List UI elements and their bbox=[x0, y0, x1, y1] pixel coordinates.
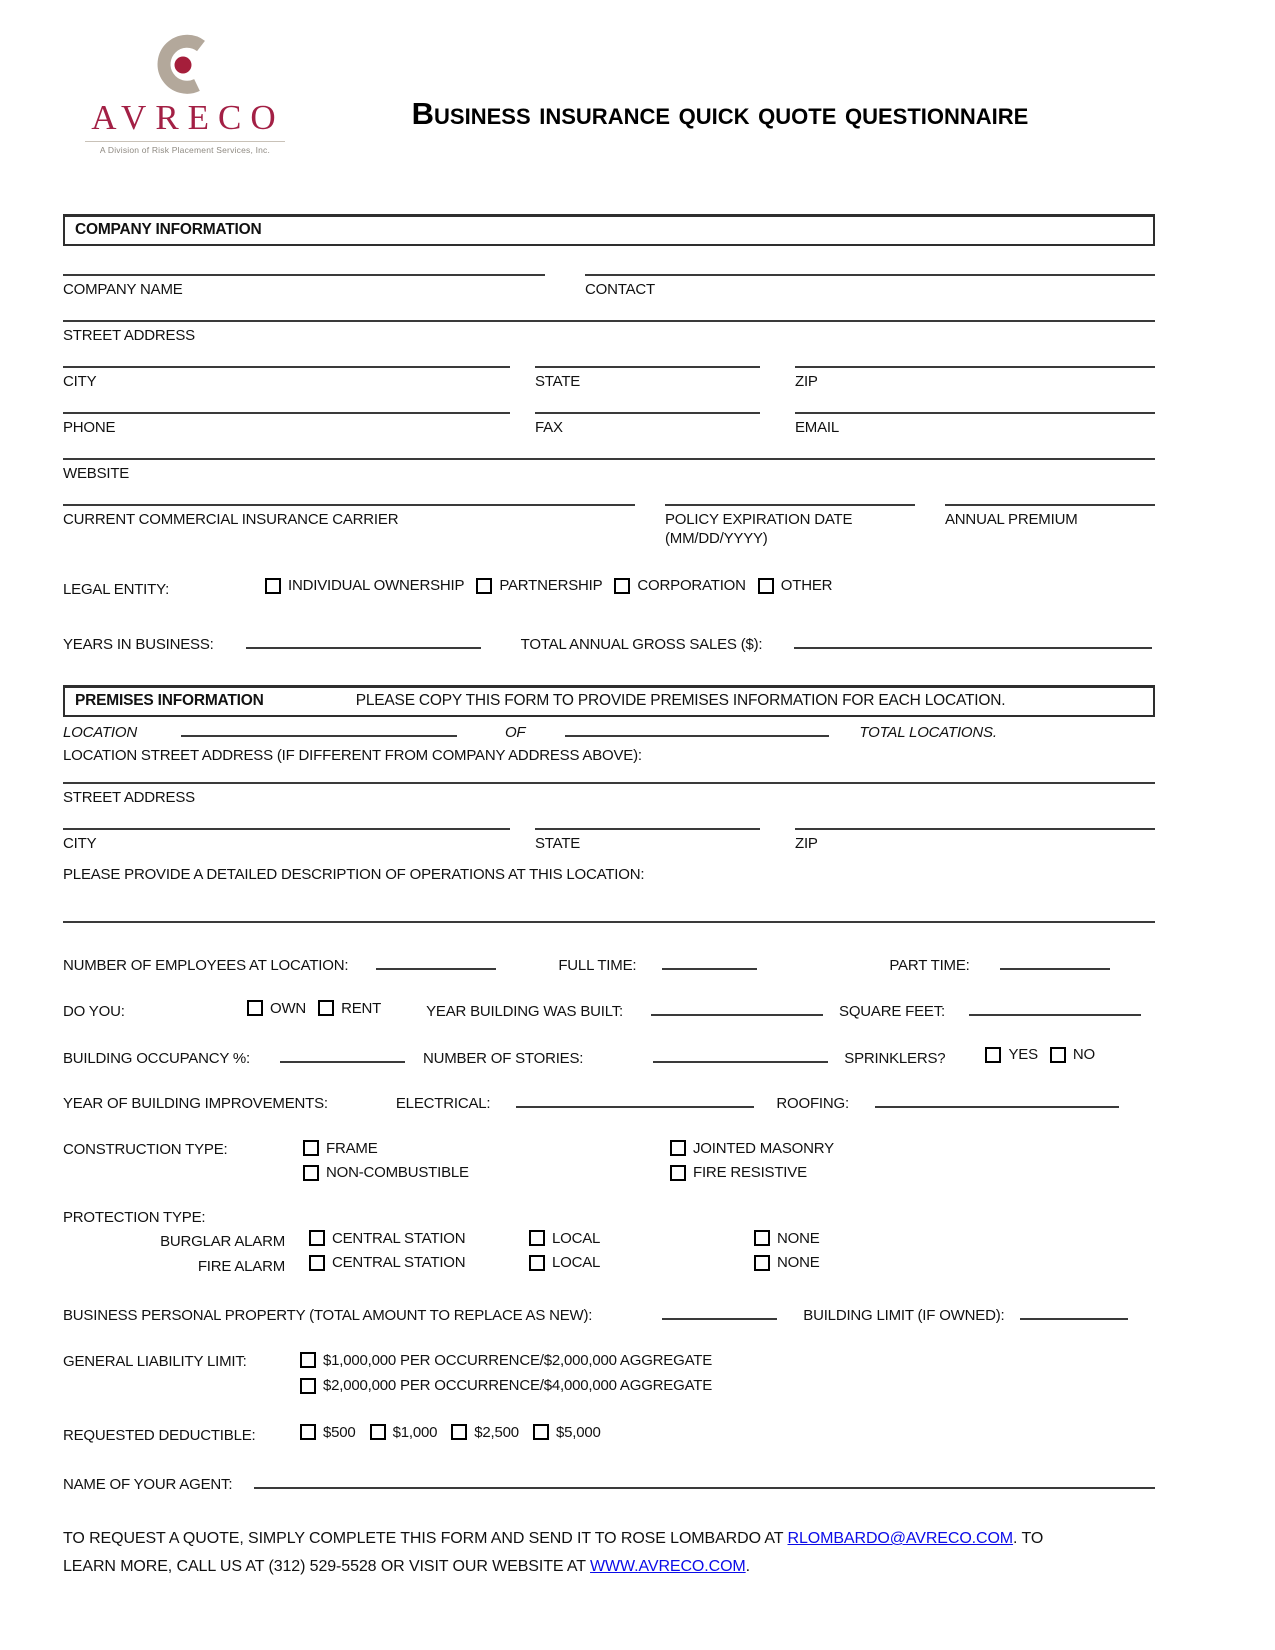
bpp-label: BUSINESS PERSONAL PROPERTY (TOTAL AMOUNT TO REPLACE AS NEW): bbox=[63, 1306, 593, 1324]
policy-expiration-label: POLICY EXPIRATION DATE bbox=[665, 511, 853, 528]
premises-section-title: PREMISES INFORMATION bbox=[75, 691, 264, 709]
individual-ownership-label: INDIVIDUAL OWNERSHIP bbox=[288, 577, 465, 594]
page-title: Business insurance quick quote questionnaire bbox=[411, 96, 1029, 131]
company-name-label: COMPANY NAME bbox=[63, 281, 183, 298]
website-link[interactable]: WWW.AVRECO.COM bbox=[590, 1558, 746, 1575]
gl-2m-checkbox[interactable] bbox=[300, 1378, 316, 1394]
legal-entity-option-partnership bbox=[476, 577, 602, 594]
agent-input-line[interactable] bbox=[254, 1474, 1155, 1489]
bpp-input-line[interactable] bbox=[662, 1305, 777, 1320]
other-label: OTHER bbox=[780, 577, 833, 594]
zip-field bbox=[795, 366, 1155, 390]
sprinklers-label: SPRINKLERS? bbox=[844, 1049, 946, 1067]
location-count-row bbox=[63, 722, 1155, 741]
deductible-5000-checkbox[interactable] bbox=[533, 1424, 549, 1440]
legal-entity-option-individual bbox=[265, 577, 464, 594]
street-address-field bbox=[63, 320, 1155, 344]
avreco-logo bbox=[85, 34, 285, 155]
footer-note bbox=[63, 1525, 1093, 1581]
fire-central-station-label: CENTRAL STATION bbox=[332, 1254, 466, 1271]
year-built-input-line[interactable] bbox=[651, 1001, 823, 1016]
email-link[interactable]: RLOMBARDO@AVRECO.COM bbox=[787, 1530, 1014, 1547]
total-locations-input-line[interactable] bbox=[565, 722, 829, 737]
employees-row bbox=[63, 955, 1155, 974]
premises-street-address-label: STREET ADDRESS bbox=[63, 788, 195, 806]
years-in-business-row bbox=[63, 634, 1155, 653]
street-address-label: STREET ADDRESS bbox=[63, 327, 195, 344]
fire-resistive-checkbox[interactable] bbox=[670, 1165, 686, 1181]
city-label: CITY bbox=[63, 373, 97, 390]
rent-checkbox[interactable] bbox=[318, 1000, 334, 1016]
city-field bbox=[63, 366, 510, 390]
operations-description-write-line[interactable] bbox=[63, 921, 1155, 923]
of-label: OF bbox=[504, 723, 526, 741]
brand-tagline: A Division of Risk Placement Services, Inc. bbox=[85, 141, 285, 155]
fire-local-checkbox[interactable] bbox=[529, 1255, 545, 1271]
protection-type-label: PROTECTION TYPE: bbox=[63, 1208, 206, 1226]
burglar-central-station-checkbox[interactable] bbox=[309, 1230, 325, 1246]
construction-fire-resistive-option bbox=[670, 1164, 807, 1181]
company-section-title: COMPANY INFORMATION bbox=[75, 221, 262, 238]
jointed-masonry-label: JOINTED MASONRY bbox=[693, 1139, 834, 1157]
location-number-input-line[interactable] bbox=[181, 722, 457, 737]
fire-local-option bbox=[529, 1254, 754, 1271]
page bbox=[63, 0, 1155, 1581]
burglar-none-label: NONE bbox=[777, 1229, 820, 1247]
gl-limit-row bbox=[63, 1352, 1155, 1398]
premises-city-label: CITY bbox=[63, 834, 97, 852]
fire-alarm-row bbox=[63, 1254, 1155, 1275]
burglar-local-label: LOCAL bbox=[552, 1229, 601, 1247]
stories-input-line[interactable] bbox=[653, 1048, 828, 1063]
rent-label: RENT bbox=[341, 999, 382, 1017]
burglar-none-checkbox[interactable] bbox=[754, 1230, 770, 1246]
gl-option-1m bbox=[300, 1352, 712, 1369]
state-label: STATE bbox=[535, 373, 581, 390]
location-label: LOCATION bbox=[63, 723, 137, 741]
improvements-label: YEAR OF BUILDING IMPROVEMENTS: bbox=[63, 1094, 328, 1112]
individual-ownership-checkbox[interactable] bbox=[265, 578, 281, 594]
deductible-label: REQUESTED DEDUCTIBLE: bbox=[63, 1427, 256, 1444]
premises-state-label: STATE bbox=[535, 834, 581, 852]
legal-entity-row bbox=[63, 577, 1155, 598]
fire-central-station-checkbox[interactable] bbox=[309, 1255, 325, 1271]
fax-field bbox=[535, 412, 760, 436]
stories-label: NUMBER OF STORIES: bbox=[422, 1049, 584, 1067]
square-feet-input-line[interactable] bbox=[969, 1001, 1141, 1016]
email-label: EMAIL bbox=[795, 419, 840, 436]
premises-zip-label: ZIP bbox=[795, 834, 818, 852]
total-locations-label: TOTAL LOCATIONS. bbox=[859, 723, 997, 741]
fire-none-label: NONE bbox=[777, 1254, 820, 1271]
construction-type-label: CONSTRUCTION TYPE: bbox=[63, 1140, 228, 1158]
building-limit-label: BUILDING LIMIT (IF OWNED): bbox=[803, 1306, 1005, 1324]
roofing-label: ROOFING: bbox=[776, 1094, 849, 1112]
own-option bbox=[247, 1000, 306, 1017]
sprinklers-no-checkbox[interactable] bbox=[1050, 1047, 1066, 1063]
own-checkbox[interactable] bbox=[247, 1000, 263, 1016]
company-section-header bbox=[63, 214, 1155, 246]
agent-row bbox=[63, 1474, 1155, 1493]
gl-1m-label: $1,000,000 PER OCCURRENCE/$2,000,000 AGGREGATE bbox=[323, 1351, 713, 1369]
deductible-5000-option bbox=[533, 1424, 601, 1441]
roofing-input-line[interactable] bbox=[875, 1093, 1119, 1108]
full-time-label: FULL TIME: bbox=[558, 956, 637, 974]
fire-none-checkbox[interactable] bbox=[754, 1255, 770, 1271]
location-street-address-prompt: LOCATION STREET ADDRESS (IF DIFFERENT FROM COMPANY ADDRESS ABOVE): bbox=[63, 746, 642, 764]
improvements-row bbox=[63, 1093, 1155, 1112]
insurance-carrier-label: CURRENT COMMERCIAL INSURANCE CARRIER bbox=[63, 511, 399, 528]
gross-sales-label: TOTAL ANNUAL GROSS SALES ($): bbox=[520, 635, 763, 653]
deductible-1000-label: $1,000 bbox=[392, 1423, 438, 1441]
deductible-2500-option bbox=[451, 1424, 519, 1441]
gl-option-2m bbox=[300, 1377, 712, 1394]
email-field bbox=[795, 412, 1155, 436]
premises-state-field bbox=[535, 828, 760, 852]
fire-resistive-label: FIRE RESISTIVE bbox=[693, 1164, 807, 1181]
gl-2m-label: $2,000,000 PER OCCURRENCE/$4,000,000 AGGREGATE bbox=[323, 1377, 713, 1394]
annual-premium-label: ANNUAL PREMIUM bbox=[945, 511, 1078, 528]
non-combustible-label: NON-COMBUSTIBLE bbox=[326, 1164, 469, 1181]
burglar-alarm-row bbox=[63, 1230, 1155, 1251]
premises-city-field bbox=[63, 828, 510, 852]
sprinklers-yes-option bbox=[985, 1046, 1037, 1063]
own-rent-row bbox=[63, 1000, 1155, 1021]
deductible-500-checkbox[interactable] bbox=[300, 1424, 316, 1440]
partnership-checkbox[interactable] bbox=[476, 578, 492, 594]
deductible-2500-checkbox[interactable] bbox=[451, 1424, 467, 1440]
legal-entity-label: LEGAL ENTITY: bbox=[63, 580, 170, 598]
fire-local-label: LOCAL bbox=[552, 1254, 601, 1271]
burglar-local-option bbox=[529, 1230, 754, 1247]
employees-input-line[interactable] bbox=[376, 955, 496, 970]
contact-field bbox=[585, 274, 1155, 298]
rent-option bbox=[318, 1000, 381, 1017]
deductible-500-option bbox=[300, 1424, 356, 1441]
premises-instruction: PLEASE COPY THIS FORM TO PROVIDE PREMISES INFORMATION FOR EACH LOCATION. bbox=[355, 691, 1006, 709]
square-feet-label: SQUARE FEET: bbox=[839, 1003, 945, 1020]
deductible-row bbox=[63, 1424, 1155, 1445]
full-time-input-line[interactable] bbox=[662, 955, 757, 970]
header bbox=[63, 34, 1155, 192]
construction-noncombustible-option bbox=[303, 1164, 469, 1181]
fire-none-option bbox=[754, 1254, 820, 1271]
sprinklers-yes-checkbox[interactable] bbox=[985, 1047, 1001, 1063]
agent-label: NAME OF YOUR AGENT: bbox=[63, 1476, 233, 1493]
contact-label: CONTACT bbox=[585, 281, 655, 298]
frame-checkbox[interactable] bbox=[303, 1140, 319, 1156]
burglar-local-checkbox[interactable] bbox=[529, 1230, 545, 1246]
phone-field bbox=[63, 412, 510, 436]
phone-label: PHONE bbox=[63, 419, 116, 436]
policy-expiration-field bbox=[665, 504, 915, 547]
employees-label: NUMBER OF EMPLOYEES AT LOCATION: bbox=[63, 956, 349, 974]
burglar-central-station-label: CENTRAL STATION bbox=[332, 1229, 466, 1247]
operations-description-prompt: PLEASE PROVIDE A DETAILED DESCRIPTION OF OPERATIONS AT THIS LOCATION: bbox=[63, 865, 645, 883]
state-field bbox=[535, 366, 760, 390]
footer-text-2: . TO LEARN MORE, CALL US AT (312) 529-5528 OR VISIT OUR WEBSITE AT bbox=[63, 1530, 1044, 1575]
part-time-label: PART TIME: bbox=[889, 956, 970, 974]
building-limit-input-line[interactable] bbox=[1020, 1305, 1128, 1320]
do-you-label: DO YOU: bbox=[63, 1003, 125, 1020]
construction-frame-option bbox=[303, 1140, 378, 1157]
avreco-logo-icon bbox=[152, 34, 218, 98]
brand-name: AVRECO bbox=[91, 98, 285, 137]
sprinklers-yes-label: YES bbox=[1008, 1046, 1038, 1063]
insurance-carrier-field bbox=[63, 504, 635, 547]
partnership-label: PARTNERSHIP bbox=[499, 577, 603, 594]
electrical-input-line[interactable] bbox=[516, 1093, 754, 1108]
policy-expiration-format: (MM/DD/YYYY) bbox=[665, 530, 768, 547]
bpp-row bbox=[63, 1305, 1155, 1324]
occupancy-input-line[interactable] bbox=[280, 1048, 405, 1063]
years-in-business-input-line[interactable] bbox=[246, 634, 481, 649]
burglar-alarm-label: BURGLAR ALARM bbox=[160, 1233, 285, 1250]
other-checkbox[interactable] bbox=[758, 578, 774, 594]
premises-street-address-field bbox=[63, 782, 1155, 806]
deductible-2500-label: $2,500 bbox=[474, 1423, 519, 1441]
frame-label: FRAME bbox=[326, 1139, 378, 1157]
part-time-input-line[interactable] bbox=[1000, 955, 1110, 970]
fire-central-station-option bbox=[309, 1254, 529, 1271]
construction-type-row bbox=[63, 1140, 1155, 1185]
website-field bbox=[63, 458, 1155, 482]
legal-entity-option-other bbox=[758, 577, 833, 594]
company-name-field bbox=[63, 274, 545, 298]
burglar-central-station-option bbox=[309, 1230, 529, 1247]
occupancy-label: BUILDING OCCUPANCY %: bbox=[63, 1049, 250, 1067]
premises-zip-field bbox=[795, 828, 1155, 852]
zip-label: ZIP bbox=[795, 373, 818, 390]
legal-entity-option-corporation bbox=[614, 577, 745, 594]
occupancy-row bbox=[63, 1046, 1155, 1067]
footer-text-1: TO REQUEST A QUOTE, SIMPLY COMPLETE THIS FORM AND SEND IT TO ROSE LOMBARDO AT bbox=[63, 1530, 788, 1547]
deductible-1000-option bbox=[370, 1424, 438, 1441]
electrical-label: ELECTRICAL: bbox=[395, 1094, 491, 1112]
fire-alarm-label: FIRE ALARM bbox=[197, 1257, 285, 1275]
gl-limit-label: GENERAL LIABILITY LIMIT: bbox=[63, 1352, 247, 1370]
deductible-5000-label: $5,000 bbox=[555, 1423, 601, 1441]
corporation-label: CORPORATION bbox=[637, 577, 746, 594]
years-in-business-label: YEARS IN BUSINESS: bbox=[63, 635, 214, 653]
annual-premium-field bbox=[945, 504, 1155, 547]
construction-jointed-masonry-option bbox=[670, 1140, 834, 1157]
fax-label: FAX bbox=[535, 419, 563, 436]
footer-text-3: . bbox=[745, 1558, 751, 1575]
premises-section-header bbox=[63, 685, 1155, 717]
non-combustible-checkbox[interactable] bbox=[303, 1165, 319, 1181]
deductible-500-label: $500 bbox=[323, 1423, 356, 1441]
jointed-masonry-checkbox[interactable] bbox=[670, 1140, 686, 1156]
sprinklers-no-option bbox=[1050, 1046, 1095, 1063]
deductible-1000-checkbox[interactable] bbox=[370, 1424, 386, 1440]
year-built-label: YEAR BUILDING WAS BUILT: bbox=[426, 1003, 624, 1020]
website-label: WEBSITE bbox=[63, 465, 130, 482]
sprinklers-no-label: NO bbox=[1072, 1046, 1095, 1063]
gross-sales-input-line[interactable] bbox=[794, 634, 1152, 649]
burglar-none-option bbox=[754, 1230, 820, 1247]
own-label: OWN bbox=[270, 999, 307, 1017]
corporation-checkbox[interactable] bbox=[614, 578, 630, 594]
gl-1m-checkbox[interactable] bbox=[300, 1352, 316, 1368]
